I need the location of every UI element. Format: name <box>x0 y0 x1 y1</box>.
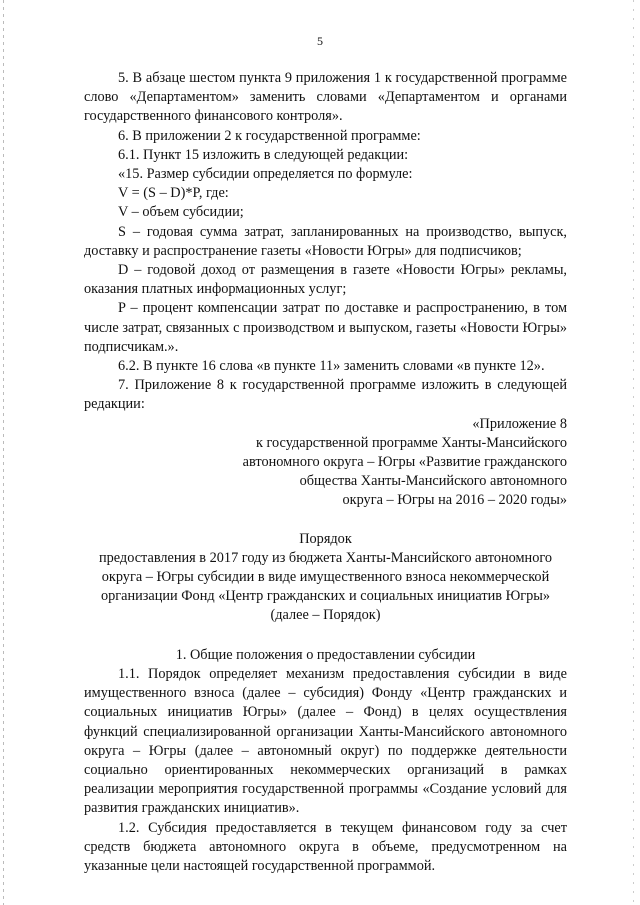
formula: V = (S – D)*P, где: <box>118 185 229 202</box>
title-line: округа – Югры субсидии в виде имущественного взноса некоммерческой <box>101 569 550 586</box>
paragraph-6-1: 6.1. Пункт 15 изложить в следующей редакции: <box>118 146 409 163</box>
document-body <box>84 69 567 876</box>
title-line: организации Фонд «Центр гражданских и социальных инициатив Югры» <box>100 588 551 605</box>
paragraph-6: 6. В приложении 2 к государственной программе: <box>118 127 421 144</box>
paragraph-5: 5. В абзаце шестом пункта 9 приложения 1 к государственной программе слово «Департаментом» заменить словами «Департаментом и органами государственного финансового контроля». <box>84 70 567 125</box>
appendix-line: автономного округа – Югры «Развитие гражданского <box>242 454 567 471</box>
formula-s: S – годовая сумма затрат, запланированных на производство, выпуск, доставку и распространение газеты «Новости Югры» для подписчиков; <box>84 223 567 259</box>
appendix-line: общества Ханты-Мансийского автономного <box>299 473 567 490</box>
paragraph-1-1: 1.1. Порядок определяет механизм предоставления субсидии в виде имущественного взноса (далее – субсидия) Фонду «Центр гражданских и социальных инициатив Югры» (далее – Фонд) в целях осуществления функций специализированной организации Ханты-Мансийского автономного округа – Югры (далее – автономный округ) по поддержке деятельности социально ориентированных некоммерческих организаций в рамках реализации мероприятия государственной программы «Создание условий для развития гражданских инициатив». <box>84 665 567 817</box>
paragraph-formula-intro: «15. Размер субсидии определяется по формуле: <box>118 166 413 183</box>
formula-p: P – процент компенсации затрат по доставке и распространению, в том числе затрат, связанных с производством и выпуском, газеты «Новости Югры» подписчикам.». <box>84 300 567 355</box>
page-number: 5 <box>317 34 323 48</box>
formula-d: D – годовой доход от размещения в газете «Новости Югры» рекламы, оказания платных информационных услуг; <box>84 262 567 298</box>
section-heading: 1. Общие положения о предоставлении субсидии <box>175 646 476 663</box>
paragraph-6-2: 6.2. В пункте 16 слова «в пункте 11» заменить словами «в пункте 12». <box>118 358 545 375</box>
formula-v: V – объем субсидии; <box>118 204 244 221</box>
appendix-line: «Приложение 8 <box>472 415 567 432</box>
paragraph-1-2: 1.2. Субсидия предоставляется в текущем финансовом году за счет средств бюджета автономного округа в объеме, предусмотренном на указанные цели настоящей государственной программой. <box>84 819 567 874</box>
title-line: предоставления в 2017 году из бюджета Ханты-Мансийского автономного <box>98 549 553 566</box>
appendix-line: округа – Югры на 2016 – 2020 годы» <box>342 492 567 509</box>
title-line: (далее – Порядок) <box>270 607 381 624</box>
scan-edge-left <box>3 0 4 905</box>
appendix-header <box>84 415 567 511</box>
title-line: Порядок <box>299 530 352 547</box>
appendix-line: к государственной программе Ханты-Мансийского <box>256 434 567 451</box>
scan-edge-right <box>633 0 634 905</box>
paragraph-7: 7. Приложение 8 к государственной программе изложить в следующей редакции: <box>84 377 567 413</box>
document-title <box>84 530 567 626</box>
